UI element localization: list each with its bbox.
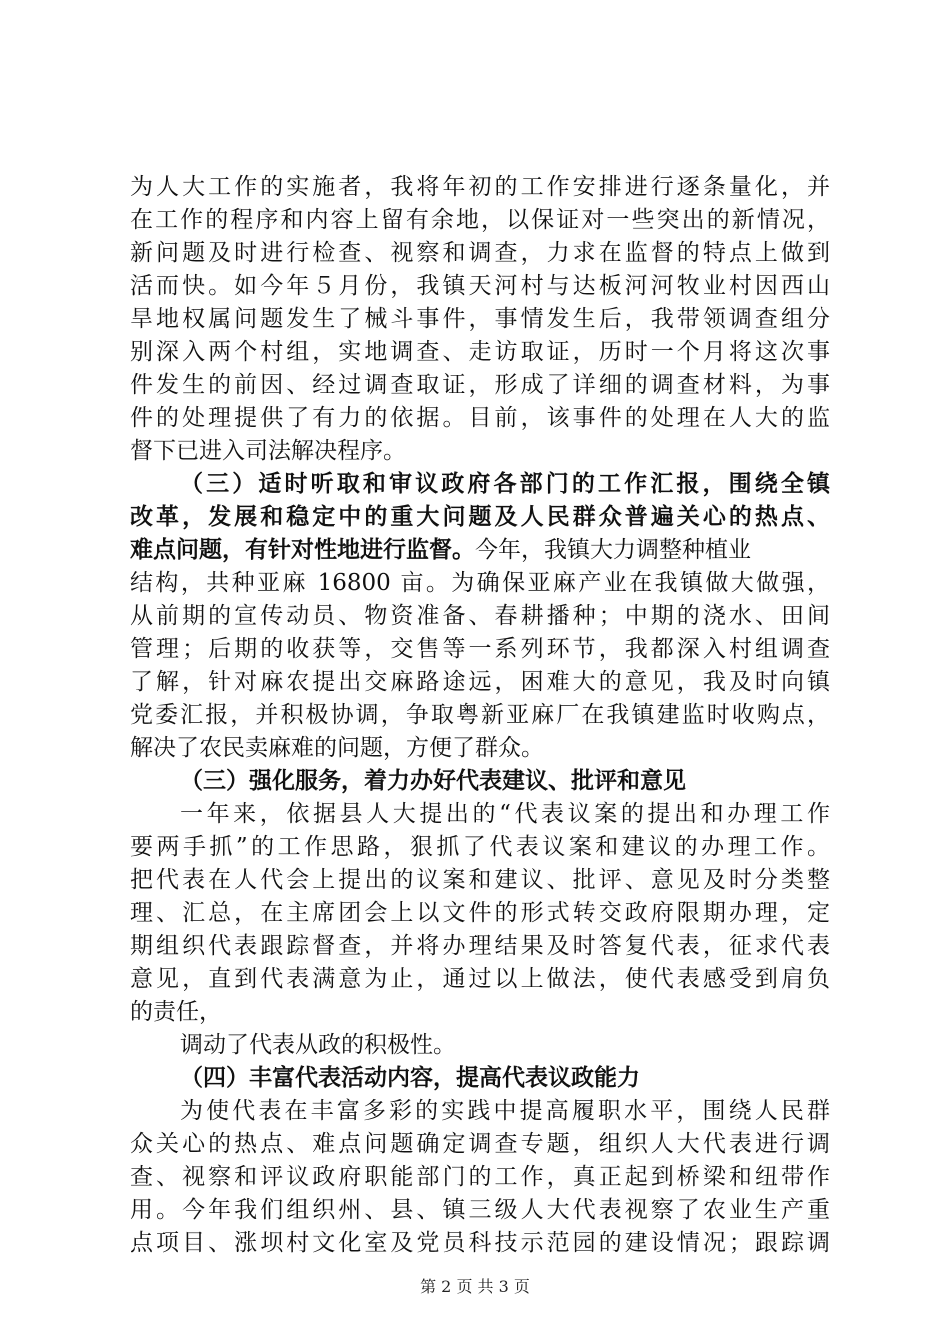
text-line: 管理；后期的收获等，交售等一系列环节，我都深入村组调查 — [130, 636, 830, 662]
text-line: 解决了农民卖麻难的问题，方便了群众。 — [130, 735, 544, 761]
section-heading: （四）丰富代表活动内容，提高代表议政能力 — [180, 1065, 640, 1091]
text-line: 查、视察和评议政府职能部门的工作，真正起到桥梁和纽带作 — [130, 1164, 830, 1190]
text-line: 在工作的程序和内容上留有余地，以保证对一些突出的新情况， — [130, 207, 830, 233]
text-line: 调动了代表从政的积极性。 — [180, 1032, 456, 1058]
text-line: 了解，针对麻农提出交麻路途远，困难大的意见，我及时向镇 — [130, 669, 830, 695]
text-line: 一年来，依据县人大提出的“代表议案的提出和办理工作 — [180, 801, 830, 827]
text-line: 督下已进入司法解决程序。 — [130, 438, 406, 464]
text-line: 为使代表在丰富多彩的实践中提高履职水平，围绕人民群 — [180, 1098, 830, 1124]
text-line: 新问题及时进行检查、视察和调查，力求在监督的特点上做到 — [130, 240, 830, 266]
text-line: 把代表在人代会上提出的议案和建议、批评、意见及时分类整 — [130, 867, 830, 893]
section-heading: （三）强化服务，着力办好代表建议、批评和意见 — [180, 768, 686, 794]
text-line: 今年，我镇大力调整种植业 — [475, 537, 751, 563]
text-line: 期组织代表跟踪督查，并将办理结果及时答复代表，征求代表 — [130, 933, 830, 959]
section-heading: 改革，发展和稳定中的重大问题及人民群众普遍关心的热点、 — [130, 504, 830, 530]
text-line: 为人大工作的实施者，我将年初的工作安排进行逐条量化，并 — [130, 174, 830, 200]
text-line: 结构，共种亚麻 16800 亩。为确保亚麻产业在我镇做大做强， — [130, 570, 830, 596]
text-line: 点项目、涨坝村文化室及党员科技示范园的建设情况；跟踪调 — [130, 1230, 830, 1256]
section-heading: 难点问题，有针对性地进行监督。 — [130, 537, 475, 563]
text-line: 众关心的热点、难点问题确定调查专题，组织人大代表进行调 — [130, 1131, 830, 1157]
text-line: 理、汇总，在主席团会上以文件的形式转交政府限期办理，定 — [130, 900, 830, 926]
text-line: 要两手抓”的工作思路，狠抓了代表议案和建议的办理工作。 — [130, 834, 830, 860]
text-line: 意见，直到代表满意为止，通过以上做法，使代表感受到肩负 — [130, 966, 830, 992]
text-line: 党委汇报，并积极协调，争取粤新亚麻厂在我镇建监时收购点， — [130, 702, 830, 728]
text-line: 的责任， — [130, 999, 222, 1025]
text-line: 件的处理提供了有力的依据。目前，该事件的处理在人大的监 — [130, 405, 830, 431]
text-line: 从前期的宣传动员、物资准备、春耕播种；中期的浇水、田间 — [130, 603, 830, 629]
text-line — [130, 535, 830, 565]
text-line: 旱地权属问题发生了械斗事件，事情发生后，我带领调查组分 — [130, 306, 830, 332]
text-line: 活而快。如今年５月份，我镇天河村与达板河河牧业村因西山 — [130, 273, 830, 299]
page-number-footer: 第 2 页 共 3 页 — [420, 1277, 530, 1296]
text-line: 件发生的前因、经过调查取证，形成了详细的调查材料，为事 — [130, 372, 830, 398]
section-heading: （三）适时听取和审议政府各部门的工作汇报，围绕全镇 — [180, 471, 830, 497]
text-line: 别深入两个村组，实地调查、走访取证，历时一个月将这次事 — [130, 339, 830, 365]
text-line: 用。今年我们组织州、县、镇三级人大代表视察了农业生产重 — [130, 1197, 830, 1223]
